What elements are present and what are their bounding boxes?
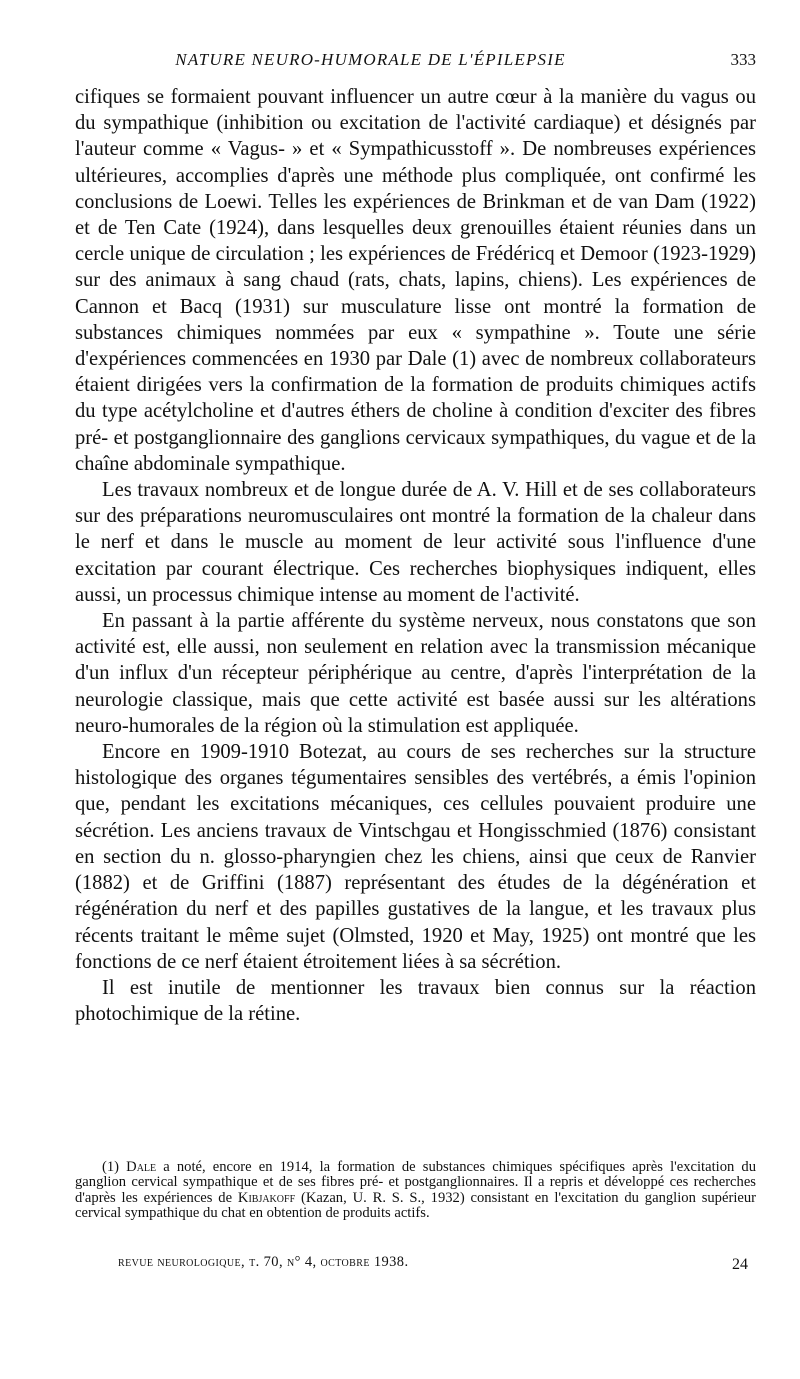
paragraph-1: cifiques se formaient pouvant influencer un autre cœur à la manière du vagus ou du sympathique (inhibition ou excitation de l'activité cardiaque) et désignés par l'auteur comme « Vagus- » et « Sympathicusstoff ». De nombreuses expériences ultérieures, accomplies d'après une méthode plus compliquée, ont confirmé les conclusions de Loewi. Telles les expériences de Brinkman et de van Dam (1922) et de Ten Cate (1924), dans lesquelles deux grenouilles étaient réunies dans un cercle unique de circulation ; les expériences de Frédéricq et Demoor (1923-1929) sur des animaux à sang chaud (rats, chats, lapins, chiens). Les expériences de Cannon et Bacq (1931) sur musculature lisse ont montré la formation de substances chimiques nommées par eux « sympathine ». Toute une série d'expériences commencées en 1930 par Dale (1) avec de nombreux collaborateurs étaient dirigées vers la confirmation de la formation de produits chimiques actifs du type acétylcholine et d'autres éthers de choline à condition d'exciter des fibres pré- et postganglionnaire des ganglions cervicaux sympathiques, du vague et de la chaîne abdominale sympathique. [75,86,756,475]
paragraph-5: Il est inutile de mentionner les travaux bien connus sur la réaction photochimique de la rétine. [75,976,756,1026]
page-footer [118,1254,748,1271]
footnote-cited-author: Kibjakoff [237,1189,296,1206]
paragraph-2: Les travaux nombreux et de longue durée de A. V. Hill et de ses collaborateurs sur des préparations neuromusculaires ont montré la formation de la chaleur dans le nerf et dans le muscle au moment de leur activité sous l'influence d'une excitation par courant électrique. Ces recherches biophysiques indiquent, elles aussi, un processus chimique intense au moment de l'activité. [75,479,756,606]
page-number: 333 [730,50,756,69]
footnote-1 [75,1160,756,1222]
page-header [75,0,756,84]
footnotes [75,1160,756,1222]
paragraph-3: En passant à la partie afférente du système nerveux, nous constatons que son activité est, elle aussi, non seulement en relation avec la transmission mécanique d'un influx d'un récepteur périphérique au centre, d'après l'interprétation de la neurologie classique, mais que cette activité est basée aussi sur les altérations neuro-humorales de la région où la stimulation est appliquée. [75,610,756,737]
body-text [75,84,756,1027]
sheet-number: 24 [732,1256,748,1273]
paragraph-4: Encore en 1909-1910 Botezat, au cours de ses recherches sur la structure histologique des organes tégumentaires sensibles des vertébrés, a émis l'opinion que, pendant les excitations mécaniques, ces cellules pouvaient produire une sécrétion. Les anciens travaux de Vintschgau et Hongisschmied (1876) consistant en section du n. glosso-pharyngien chez les chiens, ainsi que ceux de Ranvier (1882) et de Griffini (1887) représentant des études de la dégénération et régénération du nerf et des papilles gustatives de la langue, et les travaux plus récents traitant le même sujet (Olmsted, 1920 et May, 1925) ont montré que les fonctions de ce nerf étaient étroitement liées à sa sécrétion. [75,741,756,973]
running-title: NATURE NEURO-HUMORALE DE L'ÉPILEPSIE [175,50,566,69]
footnote-author: Dale [126,1159,157,1175]
footnote-text-a: a noté, encore en 1914, la formation de substances chimiques spécifiques après l'excitation du ganglion cervical sympathique et de ses fibres pré- et postganglionnaires. Il a repris et développé ces recherches d'après les expériences de [75,1159,757,1206]
footnote-text-b: (Kazan, U. R. S. S., 1932) consistant en l'excitation du ganglion supérieur cervical sympathique du chat en obtention de produits actifs. [75,1189,757,1222]
footnote-marker: (1) [102,1159,120,1175]
journal-reference: revue neurologique, t. 70, n° 4, octobre 1938. [118,1254,409,1270]
